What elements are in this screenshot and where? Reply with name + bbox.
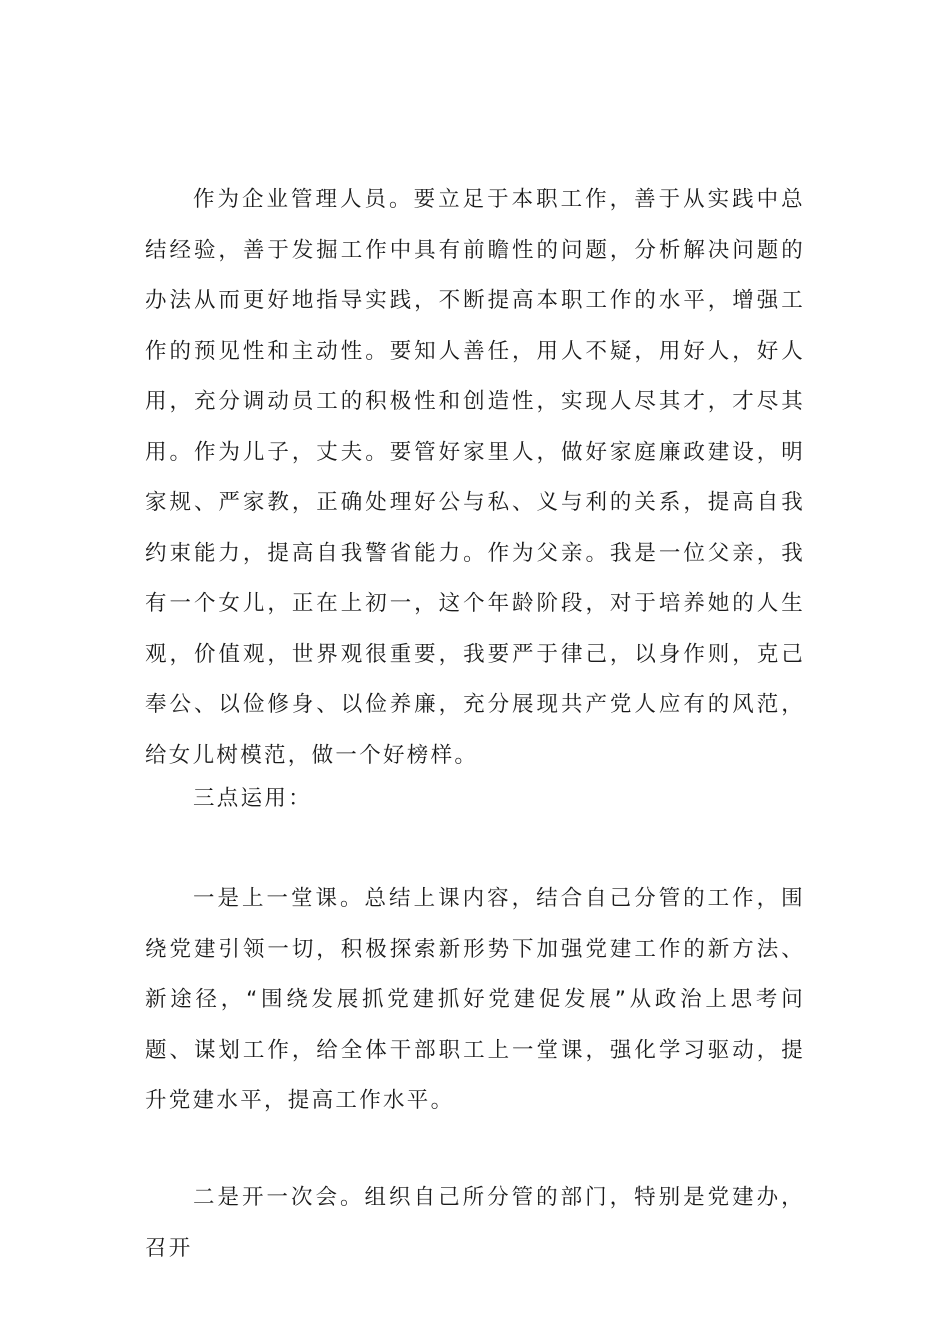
paragraph-second-meeting: 二是开一次会。组织自己所分管的部门，特别是党建办，召开 (145, 1185, 805, 1261)
section-heading-three-applications: 三点运用： (193, 786, 313, 811)
paragraph-role-responsibilities: 作为企业管理人员。要立足于本职工作，善于从实践中总结经验，善于发掘工作中具有前瞻性的问题，分析解决问题的办法从而更好地指导实践，不断提高本职工作的水平，增强工作的预见性和主动性。要知人善任，用人不疑，用好人，好人用，充分调动员工的积极性和创造性，实现人尽其才，才尽其用。作为儿子，丈夫。要管好家里人，做好家庭廉政建设，明家规、严家教，正确处理好公与私、义与利的关系，提高自我约束能力，提高自我警省能力。作为父亲。我是一位父亲，我有一个女儿，正在上初一，这个年龄阶段，对于培养她的人生观，价值观，世界观很重要，我要严于律己，以身作则，克己奉公、以俭修身、以俭养廉，充分展现共产党人应有的风范，给女儿树模范，做一个好榜样。 (145, 187, 805, 768)
paragraph-first-lesson: 一是上一堂课。总结上课内容，结合自己分管的工作，围绕党建引领一切，积极探索新形势下加强党建工作的新方法、新途径，“围绕发展抓党建抓好党建促发展”从政治上思考问题、谋划工作，给全体干部职工上一堂课，强化学习驱动，提升党建水平，提高工作水平。 (145, 886, 805, 1113)
